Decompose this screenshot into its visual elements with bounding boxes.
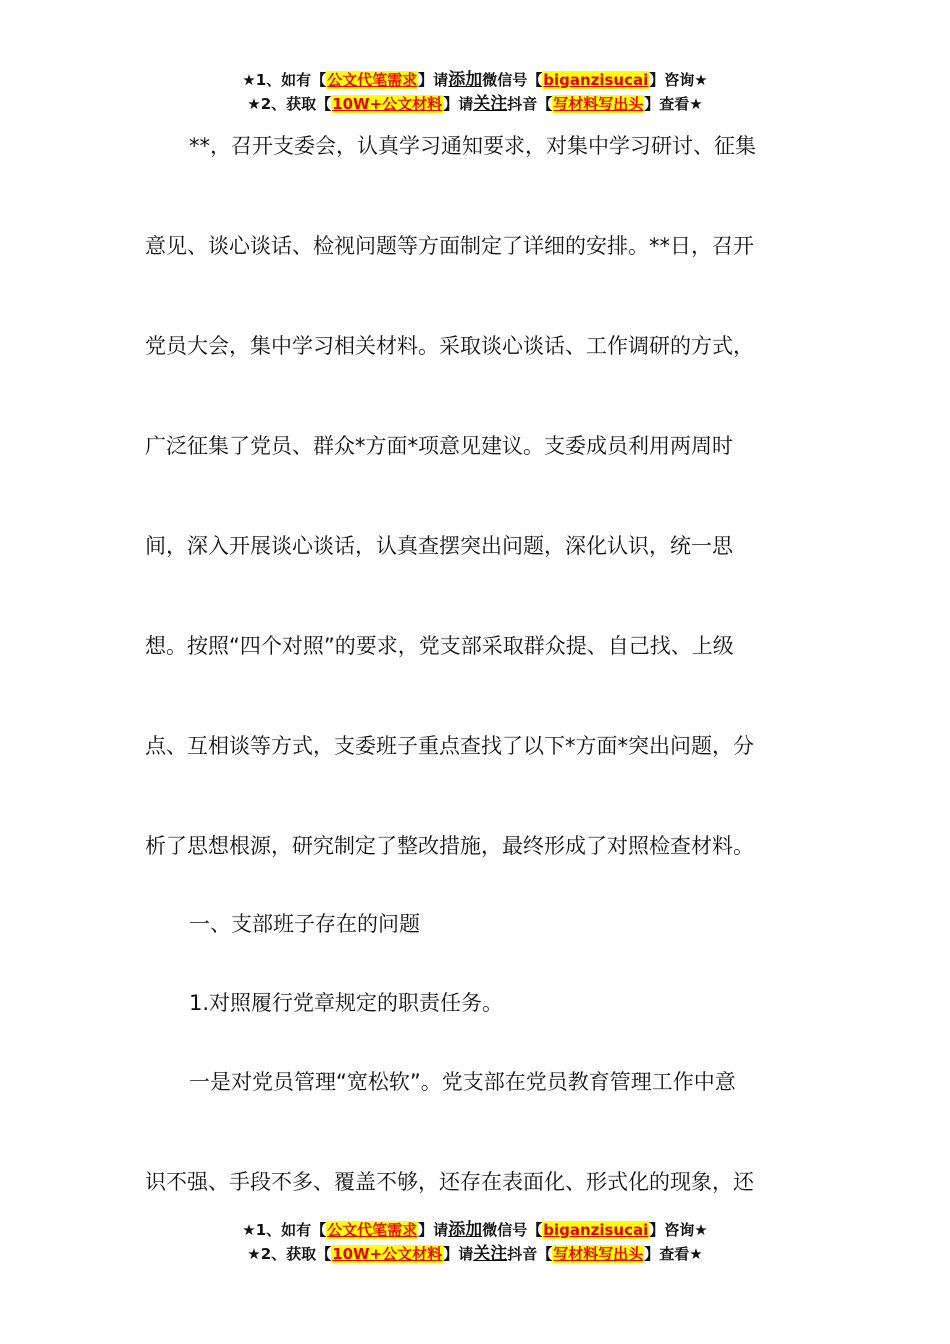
- body-line-4: 广泛征集了党员、群众*方面*项意见建议。支委成员利用两周时: [145, 434, 733, 458]
- banner-line-2-suffix: 】查看★: [644, 95, 703, 113]
- bottom-banner-line-2-middle-2: 抖音【: [507, 1245, 553, 1263]
- body-line-2: 意见、谈心谈话、检视问题等方面制定了详细的安排。**日，召开: [145, 234, 754, 258]
- banner-line-1-highlight-service: 公文代笔需求: [327, 71, 418, 89]
- body-line-6: 想。按照“四个对照”的要求，党支部采取群众提、自己找、上级: [145, 634, 734, 658]
- body-line-7: 点、互相谈等方式，支委班子重点查找了以下*方面*突出问题，分: [145, 734, 754, 758]
- bottom-banner-line-1-middle-2: 微信号【: [482, 1221, 543, 1239]
- banner-line-1-middle: 】请: [418, 71, 449, 89]
- bottom-banner-line-1-emphasis: 添加: [448, 1220, 483, 1240]
- bottom-banner-line-1-middle: 】请: [418, 1221, 449, 1239]
- banner-line-1-emphasis: 添加: [448, 70, 483, 90]
- body-line-1: **，召开支委会，认真学习通知要求，对集中学习研讨、征集: [189, 134, 756, 158]
- body-line-5: 间，深入开展谈心谈话，认真查摆突出问题，深化认识，统一思: [145, 534, 733, 558]
- body-line-12: 识不强、手段不多、覆盖不够，还存在表面化、形式化的现象，还: [145, 1170, 754, 1194]
- bottom-banner-line-2-highlight-materials: 10W+公文材料: [332, 1245, 443, 1263]
- bottom-banner-line-2: [0, 1242, 950, 1266]
- body-line-11: 一是对党员管理“宽松软”。党支部在党员教育管理工作中意: [189, 1070, 736, 1094]
- bottom-banner-line-1: [0, 1218, 950, 1242]
- banner-line-1: [0, 68, 950, 92]
- subsection-heading: 1.对照履行党章规定的职责任务。: [189, 991, 504, 1015]
- bottom-banner: [0, 1218, 950, 1266]
- bottom-banner-line-1-prefix: ★1、如有【: [242, 1221, 327, 1239]
- bottom-banner-line-1-highlight-wechat-id: biganzisucai: [543, 1221, 649, 1239]
- banner-line-2-prefix: ★2、获取【: [247, 95, 332, 113]
- bottom-banner-line-1-highlight-service: 公文代笔需求: [327, 1221, 418, 1239]
- bottom-banner-line-2-suffix: 】查看★: [644, 1245, 703, 1263]
- bottom-banner-line-2-prefix: ★2、获取【: [247, 1245, 332, 1263]
- bottom-banner-line-2-emphasis: 关注: [473, 1244, 508, 1264]
- banner-line-2-middle-2: 抖音【: [507, 95, 553, 113]
- section-heading: 一、支部班子存在的问题: [189, 912, 420, 936]
- banner-line-1-suffix: 】咨询★: [649, 71, 708, 89]
- banner-line-1-middle-2: 微信号【: [482, 71, 543, 89]
- bottom-banner-line-2-middle: 】请: [443, 1245, 474, 1263]
- banner-line-2-highlight-douyin: 写材料写出头: [553, 95, 644, 113]
- body-line-3: 党员大会，集中学习相关材料。采取谈心谈话、工作调研的方式，: [145, 334, 754, 358]
- banner-line-2: [0, 92, 950, 116]
- top-banner: [0, 68, 950, 116]
- banner-line-2-highlight-materials: 10W+公文材料: [332, 95, 443, 113]
- banner-line-2-emphasis: 关注: [473, 94, 508, 114]
- bottom-banner-line-2-highlight-douyin: 写材料写出头: [553, 1245, 644, 1263]
- banner-line-1-prefix: ★1、如有【: [242, 71, 327, 89]
- banner-line-2-middle: 】请: [443, 95, 474, 113]
- banner-line-1-highlight-wechat-id: biganzisucai: [543, 71, 649, 89]
- body-line-8: 析了思想根源，研究制定了整改措施，最终形成了对照检查材料。: [145, 834, 754, 858]
- bottom-banner-line-1-suffix: 】咨询★: [649, 1221, 708, 1239]
